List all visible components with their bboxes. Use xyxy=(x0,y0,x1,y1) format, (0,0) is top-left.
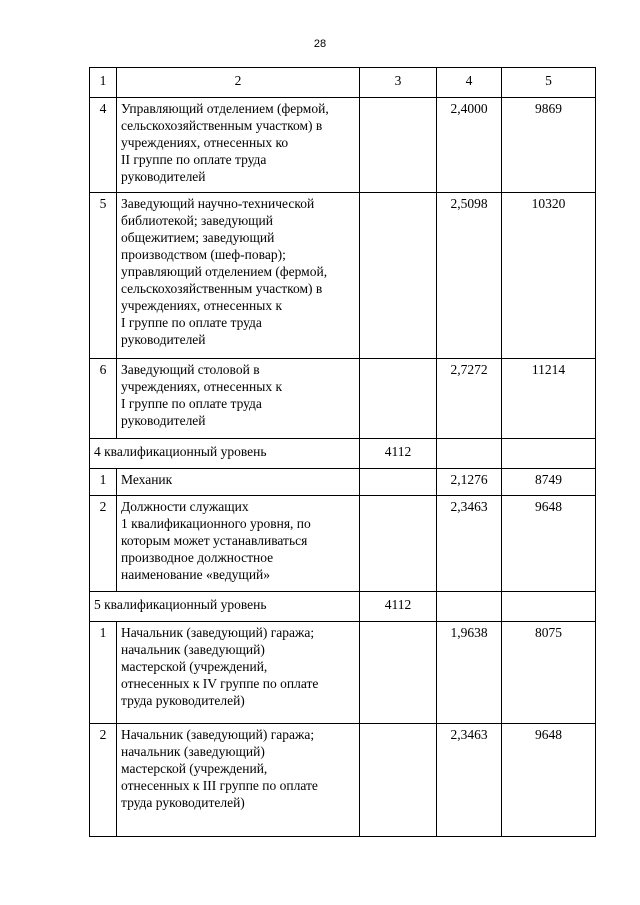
salary: 10320 xyxy=(502,193,596,359)
salary: 8749 xyxy=(502,469,596,496)
group-code xyxy=(360,359,437,439)
group-code xyxy=(360,98,437,193)
position-description: Управляющий отделением (фермой, сельскохозяйственным участком) в учреждениях, отнесенных ко II группе по оплате труда руководителей xyxy=(117,98,360,193)
header-cell: 4 xyxy=(437,68,502,98)
position-description: Механик xyxy=(117,469,360,496)
qualification-level-label: 5 квалификационный уровень xyxy=(90,592,360,622)
salary: 8075 xyxy=(502,622,596,724)
header-row xyxy=(90,68,596,98)
coefficient: 2,7272 xyxy=(437,359,502,439)
header-cell: 2 xyxy=(117,68,360,98)
position-description: Начальник (заведующий) гаража; начальник (заведующий) мастерской (учреждений, отнесенных к III группе по оплате труда руководителей) xyxy=(117,724,360,837)
coefficient xyxy=(437,439,502,469)
row-number: 2 xyxy=(90,496,117,592)
qualification-level-row xyxy=(90,592,596,622)
coefficient: 2,3463 xyxy=(437,496,502,592)
coefficient: 2,1276 xyxy=(437,469,502,496)
group-code xyxy=(360,724,437,837)
position-description: Заведующий столовой в учреждениях, отнесенных к I группе по оплате труда руководителей xyxy=(117,359,360,439)
table-row xyxy=(90,98,596,193)
group-code: 4112 xyxy=(360,592,437,622)
group-code xyxy=(360,622,437,724)
salary: 9648 xyxy=(502,724,596,837)
salary xyxy=(502,592,596,622)
table-row xyxy=(90,724,596,837)
header-cell: 5 xyxy=(502,68,596,98)
salary: 11214 xyxy=(502,359,596,439)
coefficient: 2,4000 xyxy=(437,98,502,193)
qualification-level-row xyxy=(90,439,596,469)
coefficient: 2,3463 xyxy=(437,724,502,837)
group-code xyxy=(360,469,437,496)
table-row xyxy=(90,193,596,359)
table-row xyxy=(90,622,596,724)
position-description: Начальник (заведующий) гаража; начальник (заведующий) мастерской (учреждений, отнесенных к IV группе по оплате труда руководителей) xyxy=(117,622,360,724)
position-description: Должности служащих 1 квалификационного уровня, по которым может устанавливаться производное должностное наименование «ведущий» xyxy=(117,496,360,592)
row-number: 4 xyxy=(90,98,117,193)
coefficient xyxy=(437,592,502,622)
row-number: 1 xyxy=(90,469,117,496)
salary xyxy=(502,439,596,469)
table-row xyxy=(90,469,596,496)
header-cell: 1 xyxy=(90,68,117,98)
coefficient: 1,9638 xyxy=(437,622,502,724)
page-number: 28 xyxy=(313,38,327,50)
group-code xyxy=(360,193,437,359)
position-description: Заведующий научно-технической библиотекой; заведующий общежитием; заведующий производством (шеф-повар); управляющий отделением (фермой, сельскохозяйственным участком) в учреждениях, отнесенных к I группе по оплате труда руководителей xyxy=(117,193,360,359)
table-row xyxy=(90,496,596,592)
qualification-table xyxy=(89,67,596,837)
salary: 9648 xyxy=(502,496,596,592)
group-code: 4112 xyxy=(360,439,437,469)
coefficient: 2,5098 xyxy=(437,193,502,359)
qualification-level-label: 4 квалификационный уровень xyxy=(90,439,360,469)
salary: 9869 xyxy=(502,98,596,193)
table-row xyxy=(90,359,596,439)
header-cell: 3 xyxy=(360,68,437,98)
group-code xyxy=(360,496,437,592)
row-number: 5 xyxy=(90,193,117,359)
row-number: 2 xyxy=(90,724,117,837)
row-number: 6 xyxy=(90,359,117,439)
row-number: 1 xyxy=(90,622,117,724)
